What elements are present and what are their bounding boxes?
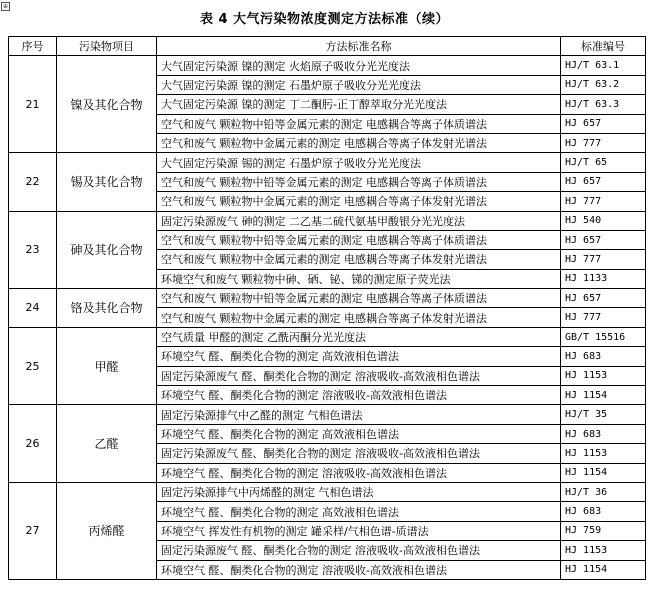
standards-table <box>8 36 646 580</box>
method-name: 空气和废气 颗粒物中金属元素的测定 电感耦合等离子体发射光谱法 <box>157 308 561 327</box>
standard-code: HJ 1153 <box>561 366 646 385</box>
standard-code: HJ 657 <box>561 289 646 308</box>
method-name: 大气固定污染源 镍的测定 丁二酮肟-正丁醇萃取分光光度法 <box>157 95 561 114</box>
header-code: 标准编号 <box>561 37 646 56</box>
table-row <box>9 405 646 424</box>
row-number: 21 <box>9 56 57 153</box>
method-name: 大气固定污染源 锡的测定 石墨炉原子吸收分光光度法 <box>157 153 561 172</box>
pollutant-name: 砷及其化合物 <box>57 211 157 289</box>
standard-code: HJ 777 <box>561 308 646 327</box>
method-name: 固定污染源排气中丙烯醛的测定 气相色谱法 <box>157 482 561 501</box>
method-name: 环境空气 醛、酮类化合物的测定 溶液吸收-高效液相色谱法 <box>157 386 561 405</box>
table-row <box>9 56 646 75</box>
standard-code: HJ/T 63.3 <box>561 95 646 114</box>
table-row <box>9 327 646 346</box>
method-name: 空气质量 甲醛的测定 乙酰丙酮分光光度法 <box>157 327 561 346</box>
row-number: 23 <box>9 211 57 289</box>
method-name: 大气固定污染源 镍的测定 火焰原子吸收分光光度法 <box>157 56 561 75</box>
pollutant-name: 锡及其化合物 <box>57 153 157 211</box>
method-name: 大气固定污染源 镍的测定 石墨炉原子吸收分光光度法 <box>157 75 561 94</box>
standard-code: HJ 540 <box>561 211 646 230</box>
method-name: 空气和废气 颗粒物中金属元素的测定 电感耦合等离子体发射光谱法 <box>157 133 561 152</box>
method-name: 空气和废气 颗粒物中铅等金属元素的测定 电感耦合等离子体质谱法 <box>157 114 561 133</box>
standard-code: HJ 777 <box>561 250 646 269</box>
row-number: 27 <box>9 482 57 579</box>
pollutant-name: 镍及其化合物 <box>57 56 157 153</box>
method-name: 空气和废气 颗粒物中金属元素的测定 电感耦合等离子体发射光谱法 <box>157 250 561 269</box>
method-name: 空气和废气 颗粒物中铅等金属元素的测定 电感耦合等离子体质谱法 <box>157 172 561 191</box>
method-name: 环境空气 醛、酮类化合物的测定 高效液相色谱法 <box>157 424 561 443</box>
method-name: 固定污染源废气 砷的测定 二乙基二硫代氨基甲酸银分光光度法 <box>157 211 561 230</box>
table-row <box>9 153 646 172</box>
header-pollutant: 污染物项目 <box>57 37 157 56</box>
table-title: 表 4 大气污染物浓度测定方法标准（续） <box>199 12 450 27</box>
row-number: 22 <box>9 153 57 211</box>
standard-code: HJ 657 <box>561 230 646 249</box>
row-number: 24 <box>9 289 57 328</box>
method-name: 固定污染源排气中乙醛的测定 气相色谱法 <box>157 405 561 424</box>
standard-code: GB/T 15516 <box>561 327 646 346</box>
standard-code: HJ/T 63.1 <box>561 56 646 75</box>
standard-code: HJ/T 35 <box>561 405 646 424</box>
method-name: 环境空气和废气 颗粒物中砷、硒、铋、锑的测定原子荧光法 <box>157 269 561 288</box>
method-name: 空气和废气 颗粒物中铅等金属元素的测定 电感耦合等离子体质谱法 <box>157 230 561 249</box>
standard-code: HJ 683 <box>561 502 646 521</box>
standard-code: HJ/T 36 <box>561 482 646 501</box>
method-name: 环境空气 醛、酮类化合物的测定 高效液相色谱法 <box>157 347 561 366</box>
standard-code: HJ 683 <box>561 424 646 443</box>
pollutant-name: 乙醛 <box>57 405 157 483</box>
method-name: 空气和废气 颗粒物中金属元素的测定 电感耦合等离子体发射光谱法 <box>157 192 561 211</box>
table-body <box>9 56 646 580</box>
standard-code: HJ 1133 <box>561 269 646 288</box>
row-number: 26 <box>9 405 57 483</box>
method-name: 空气和废气 颗粒物中铅等金属元素的测定 电感耦合等离子体质谱法 <box>157 289 561 308</box>
standard-code: HJ 777 <box>561 192 646 211</box>
pollutant-name: 丙烯醛 <box>57 482 157 579</box>
method-name: 固定污染源废气 醛、酮类化合物的测定 溶液吸收-高效液相色谱法 <box>157 366 561 385</box>
standard-code: HJ 1154 <box>561 560 646 579</box>
header-method: 方法标准名称 <box>157 37 561 56</box>
table-row <box>9 482 646 501</box>
table-header-row <box>9 37 646 56</box>
standard-code: HJ/T 65 <box>561 153 646 172</box>
standard-code: HJ 1154 <box>561 386 646 405</box>
standard-code: HJ 759 <box>561 521 646 540</box>
standard-code: HJ/T 63.2 <box>561 75 646 94</box>
standard-code: HJ 657 <box>561 172 646 191</box>
standard-code: HJ 657 <box>561 114 646 133</box>
method-name: 环境空气 醛、酮类化合物的测定 高效液相色谱法 <box>157 502 561 521</box>
row-number: 25 <box>9 327 57 405</box>
standard-code: HJ 777 <box>561 133 646 152</box>
table-anchor-icon[interactable]: ⊕ <box>2 3 9 10</box>
method-name: 固定污染源废气 醛、酮类化合物的测定 溶液吸收-高效液相色谱法 <box>157 444 561 463</box>
method-name: 环境空气 醛、酮类化合物的测定 溶液吸收-高效液相色谱法 <box>157 560 561 579</box>
table-row <box>9 211 646 230</box>
standard-code: HJ 1153 <box>561 444 646 463</box>
header-number: 序号 <box>9 37 57 56</box>
method-name: 环境空气 挥发性有机物的测定 罐采样/气相色谱-质谱法 <box>157 521 561 540</box>
table-row <box>9 289 646 308</box>
standard-code: HJ 1153 <box>561 541 646 560</box>
method-name: 固定污染源废气 醛、酮类化合物的测定 溶液吸收-高效液相色谱法 <box>157 541 561 560</box>
standard-code: HJ 1154 <box>561 463 646 482</box>
pollutant-name: 甲醛 <box>57 327 157 405</box>
method-name: 环境空气 醛、酮类化合物的测定 溶液吸收-高效液相色谱法 <box>157 463 561 482</box>
pollutant-name: 铬及其化合物 <box>57 289 157 328</box>
standard-code: HJ 683 <box>561 347 646 366</box>
